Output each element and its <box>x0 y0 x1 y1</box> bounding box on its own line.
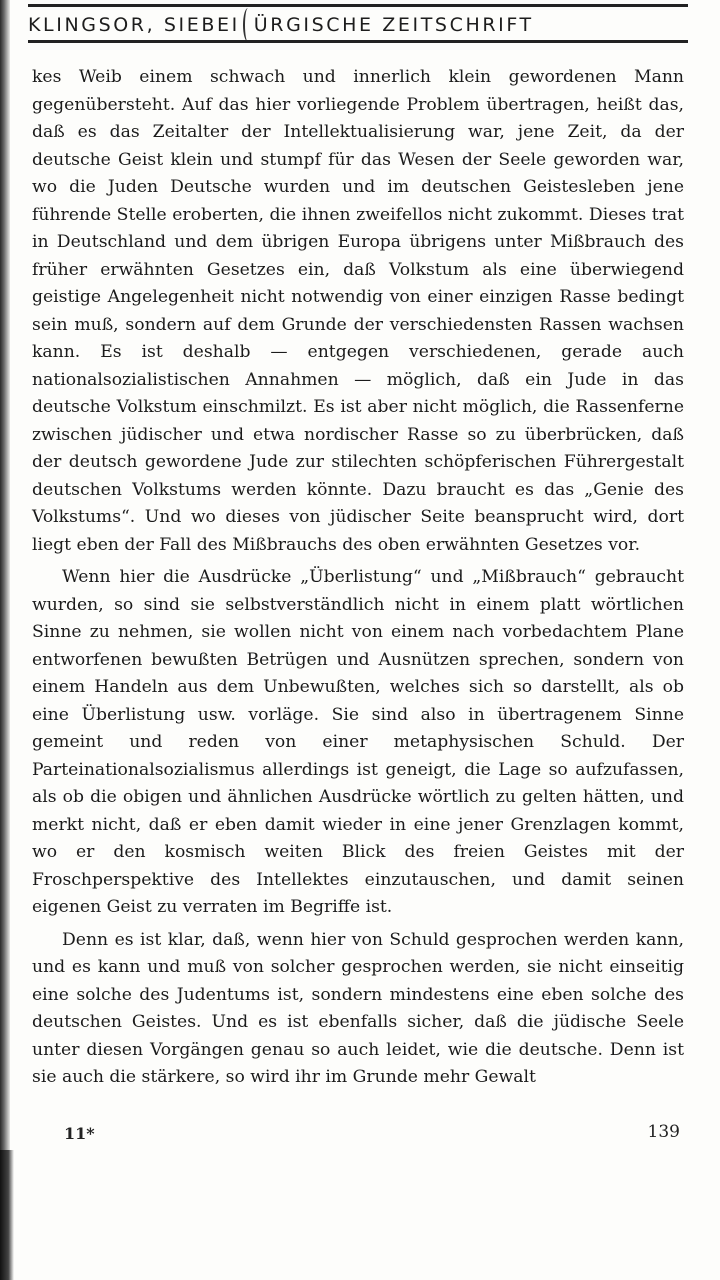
scan-edge-shadow-bottom <box>0 1150 14 1280</box>
scan-edge-shadow <box>0 0 10 1280</box>
body-text <box>32 64 684 1097</box>
page-number: 139 <box>647 1122 680 1142</box>
paragraph-3: Denn es ist klar, daß, wenn hier von Schuld gesprochen werden kann, und es kann und muß von solcher gesprochen werden, sie nicht einseitig eine solche des Judentums ist, sondern mindestens eine eben solche des deutschen Geistes. Und es ist ebenfalls sicher, daß die jüdische Seele unter diesen Vorgängen genau so auch leidet, wie die deutsche. Denn ist sie auch die stärkere, so wird ihr im Grunde mehr Gewalt <box>32 929 684 1087</box>
running-header-right: ÜRGISCHE ZEITSCHRIFT <box>253 14 534 36</box>
paragraph-2: Wenn hier die Ausdrücke „Überlistung“ und „Mißbrauch“ gebraucht wurden, so sind sie selbstverständlich nicht in einem platt wörtlichen Sinne zu nehmen, sie wollen nicht von einem nach vorbedachtem Plane entworfenen bewußten Betrügen und Ausnützen sprechen, sondern von einem Handeln aus dem Unbewußten, welches sich so darstellt, als ob eine Überlistung usw. vorläge. Sie sind also in übertragenem Sinne gemeint und reden von einer metaphysischen Schuld. Der Parteinationalsozialismus allerdings ist geneigt, die Lage so aufzufassen, als ob die obigen und ähnlichen Ausdrücke wörtlich zu gelten hätten, und merkt nicht, daß er eben damit wieder in eine jener Grenzlagen kommt, wo er den kosmisch weiten Blick des freien Geistes mit der Froschperspektive des Intellektes einzutauschen, und damit seinen eigenen Geist zu verraten im Begriffe ist. <box>32 567 684 917</box>
running-header-left: KLINGSOR, SIEBEI <box>28 14 240 36</box>
header-rule-top <box>28 4 688 7</box>
page-fold-mark <box>240 10 254 40</box>
running-header <box>28 10 688 40</box>
header-rule-bottom <box>28 40 688 43</box>
signature-mark: 11* <box>64 1124 95 1143</box>
paragraph-1: kes Weib einem schwach und innerlich klein gewordenen Mann gegenübersteht. Auf das hier vorliegende Problem übertragen, heißt das, daß es das Zeitalter der Intellektualisierung war, jene Zeit, da der deutsche Geist klein und stumpf für das Wesen der Seele geworden war, wo die Juden Deutsche wurden und im deutschen Geistesleben jene führende Stelle eroberten, die ihnen zweifellos nicht zukommt. Dieses trat in Deutschland und dem übrigen Europa übrigens unter Mißbrauch des früher erwähnten Gesetzes ein, daß Volkstum als eine überwiegend geistige Angelegenheit nicht notwendig von einer einzigen Rasse bedingt sein muß, sondern auf dem Grunde der verschiedensten Rassen wachsen kann. Es ist deshalb — entgegen verschiedenen, gerade auch nationalsozialistischen Annahmen — möglich, daß ein Jude in das deutsche Volkstum einschmilzt. Es ist aber nicht möglich, die Rassenferne zwischen jüdischer und etwa nordischer Rasse so zu überbrücken, daß der deutsch gewordene Jude zur stilechten schöpferischen Führergestalt deutschen Volkstums werden könnte. Dazu braucht es das „Genie des Volkstums“. Und wo dieses von jüdischer Seite beansprucht wird, dort liegt eben der Fall des Mißbrauchs des oben erwähnten Gesetzes vor. <box>32 67 684 555</box>
